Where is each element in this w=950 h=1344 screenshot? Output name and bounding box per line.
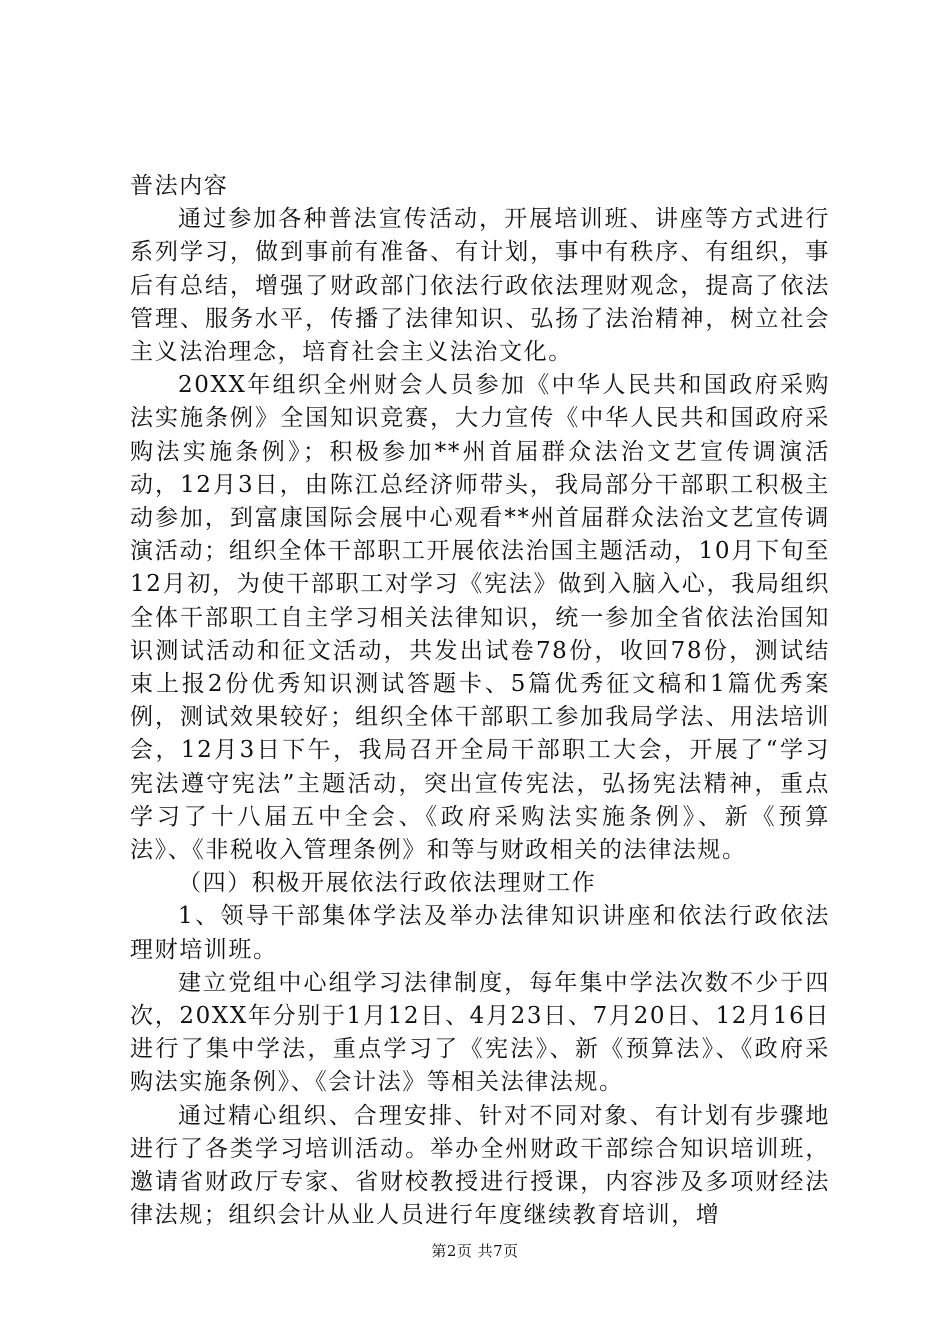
paragraph: 通过精心组织、合理安排、针对不同对象、有计划有步骤地进行了各类学习培训活动。举办全州财政干部综合知识培训班，邀请省财政厅专家、省财校教授进行授课，内容涉及多项财经法律法规；组织会计从业人员进行年度继续教育培训，增 [130,1102,830,1229]
page-footer: 第2页 共7页 [431,1242,519,1260]
section-heading: （四）积极开展依法行政依法理财工作 [178,870,597,897]
document-body [130,170,830,1233]
paragraph: 建立党组中心组学习法律制度，每年集中学法次数不少于四次，20XX年分别于1月12日、4月23日、7月20日、12月16日进行了集中学法，重点学习了《宪法》、新《预算法》、《政府采购法实施条例》、《会计法》等相关法律法规。 [130,969,830,1096]
paragraph: 通过参加各种普法宣传活动，开展培训班、讲座等方式进行系列学习，做到事前有准备、有计划，事中有秩序、有组织，事后有总结，增强了财政部门依法行政依法理财观念，提高了依法管理、服务水平，传播了法律知识、弘扬了法治精神，树立社会主义法治理念，培育社会主义法治文化。 [130,206,830,366]
paragraph-heading: 普法内容 [130,173,229,199]
paragraph: 20XX年组织全州财会人员参加《中华人民共和国政府采购法实施条例》全国知识竞赛，大力宣传《中华人民共和国政府采购法实施条例》；积极参加**州首届群众法治文艺宣传调演活动，12月3日，由陈江总经济师带头，我局部分干部职工积极主动参加，到富康国际会展中心观看**州首届群众法治文艺宣传调演活动；组织全体干部职工开展依法治国主题活动，10月下旬至12月初，为使干部职工对学习《宪法》做到入脑入心，我局组织全体干部职工自主学习相关法律知识，统一参加全省依法治国知识测试活动和征文活动，共发出试卷78份，收回78份，测试结束上报2份优秀知识测试答题卡、5篇优秀征文稿和1篇优秀案例，测试效果较好；组织全体干部职工参加我局学法、用法培训会，12月3日下午，我局召开全局干部职工大会，开展了“学习宪法遵守宪法”主题活动，突出宣传宪法，弘扬宪法精神，重点学习了十八届五中全会、《政府采购法实施条例》、新《预算法》、《非税收入管理条例》和等与财政相关的法律法规。 [130,372,830,864]
subsection-heading: 1、领导干部集体学法及举办法律知识讲座和依法行政依法理财培训班。 [130,903,830,963]
